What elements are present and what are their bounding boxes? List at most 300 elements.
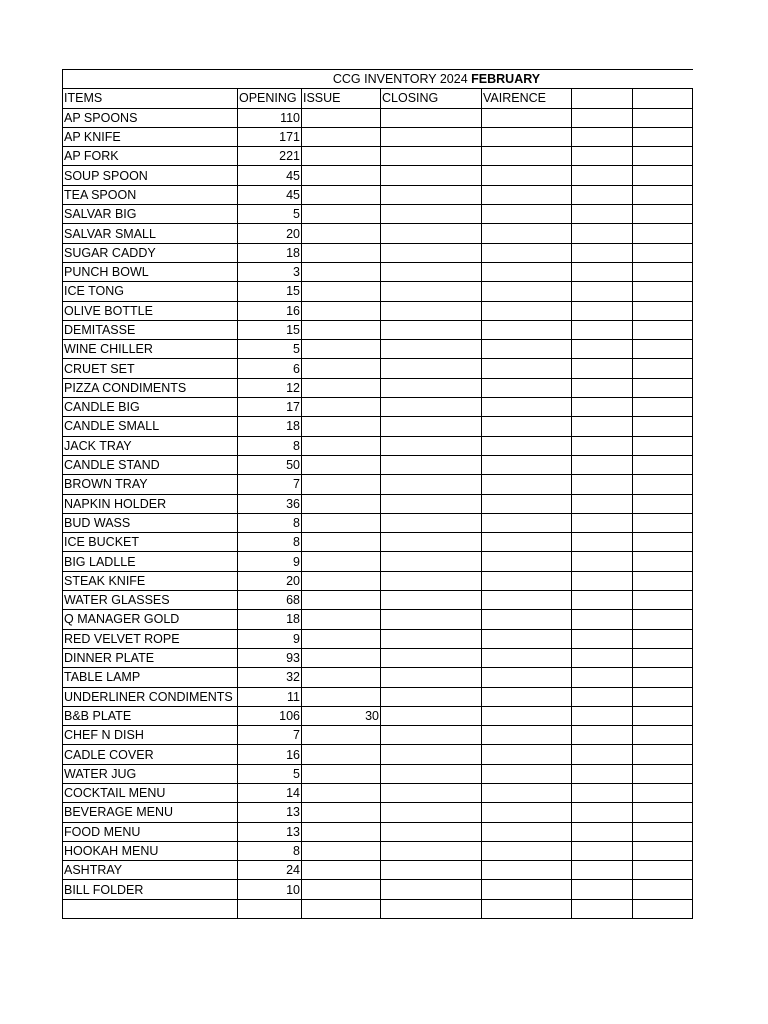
item-cell[interactable]: STEAK KNIFE	[63, 571, 238, 590]
blank-cell[interactable]	[572, 301, 633, 320]
varience-cell[interactable]	[482, 494, 572, 513]
blank-cell[interactable]	[572, 166, 633, 185]
blank-cell[interactable]	[572, 243, 633, 262]
blank-cell[interactable]	[633, 282, 693, 301]
issue-cell[interactable]	[302, 513, 381, 532]
item-cell[interactable]: Q MANAGER GOLD	[63, 610, 238, 629]
closing-cell[interactable]	[381, 591, 482, 610]
item-cell[interactable]: BROWN TRAY	[63, 475, 238, 494]
varience-cell[interactable]	[482, 340, 572, 359]
header-blank[interactable]	[572, 89, 633, 108]
varience-cell[interactable]	[482, 513, 572, 532]
issue-cell[interactable]	[302, 591, 381, 610]
opening-cell[interactable]: 45	[238, 166, 302, 185]
opening-cell[interactable]: 12	[238, 378, 302, 397]
opening-cell[interactable]: 68	[238, 591, 302, 610]
issue-cell[interactable]	[302, 533, 381, 552]
opening-cell[interactable]: 7	[238, 726, 302, 745]
item-cell[interactable]: BUD WASS	[63, 513, 238, 532]
blank-cell[interactable]	[633, 533, 693, 552]
varience-cell[interactable]	[482, 764, 572, 783]
blank-cell[interactable]	[572, 552, 633, 571]
issue-cell[interactable]	[302, 262, 381, 281]
closing-cell[interactable]	[381, 262, 482, 281]
varience-cell[interactable]	[482, 803, 572, 822]
blank-cell[interactable]	[633, 880, 693, 899]
blank-cell[interactable]	[633, 417, 693, 436]
blank-cell[interactable]	[633, 687, 693, 706]
opening-cell[interactable]: 8	[238, 841, 302, 860]
blank-cell[interactable]	[633, 745, 693, 764]
opening-cell[interactable]: 8	[238, 436, 302, 455]
opening-cell[interactable]: 93	[238, 648, 302, 667]
closing-cell[interactable]	[381, 436, 482, 455]
issue-cell[interactable]	[302, 745, 381, 764]
blank-cell[interactable]	[633, 301, 693, 320]
closing-cell[interactable]	[381, 494, 482, 513]
blank-cell[interactable]	[572, 783, 633, 802]
varience-cell[interactable]	[482, 726, 572, 745]
blank-cell[interactable]	[572, 687, 633, 706]
varience-cell[interactable]	[482, 436, 572, 455]
closing-cell[interactable]	[381, 513, 482, 532]
item-cell[interactable]: CRUET SET	[63, 359, 238, 378]
blank-cell[interactable]	[572, 147, 633, 166]
blank-cell[interactable]	[572, 455, 633, 474]
varience-cell[interactable]	[482, 301, 572, 320]
varience-cell[interactable]	[482, 262, 572, 281]
blank-cell[interactable]	[633, 610, 693, 629]
issue-cell[interactable]	[302, 108, 381, 127]
closing-cell[interactable]	[381, 475, 482, 494]
item-cell[interactable]: SALVAR BIG	[63, 205, 238, 224]
closing-cell[interactable]	[381, 243, 482, 262]
item-cell[interactable]: SALVAR SMALL	[63, 224, 238, 243]
opening-cell[interactable]: 15	[238, 320, 302, 339]
varience-cell[interactable]	[482, 108, 572, 127]
blank-cell[interactable]	[572, 591, 633, 610]
item-cell[interactable]: FOOD MENU	[63, 822, 238, 841]
closing-cell[interactable]	[381, 378, 482, 397]
issue-cell[interactable]	[302, 475, 381, 494]
blank-cell[interactable]	[633, 648, 693, 667]
varience-cell[interactable]	[482, 745, 572, 764]
opening-cell[interactable]: 18	[238, 610, 302, 629]
blank-cell[interactable]	[572, 610, 633, 629]
blank-cell[interactable]	[572, 282, 633, 301]
item-cell[interactable]: COCKTAIL MENU	[63, 783, 238, 802]
item-cell[interactable]: SOUP SPOON	[63, 166, 238, 185]
blank-cell[interactable]	[572, 436, 633, 455]
item-cell[interactable]: ICE TONG	[63, 282, 238, 301]
item-cell[interactable]: AP SPOONS	[63, 108, 238, 127]
blank-cell[interactable]	[572, 378, 633, 397]
varience-cell[interactable]	[482, 687, 572, 706]
closing-cell[interactable]	[381, 166, 482, 185]
issue-cell[interactable]	[302, 571, 381, 590]
closing-cell[interactable]	[381, 552, 482, 571]
closing-cell[interactable]	[381, 320, 482, 339]
blank-cell[interactable]	[572, 764, 633, 783]
issue-cell[interactable]	[302, 610, 381, 629]
blank-cell[interactable]	[633, 224, 693, 243]
closing-cell[interactable]	[381, 861, 482, 880]
blank-cell[interactable]	[572, 726, 633, 745]
closing-cell[interactable]	[381, 340, 482, 359]
closing-cell[interactable]	[381, 571, 482, 590]
blank-cell[interactable]	[572, 571, 633, 590]
varience-cell[interactable]	[482, 224, 572, 243]
closing-cell[interactable]	[381, 706, 482, 725]
varience-cell[interactable]	[482, 861, 572, 880]
issue-cell[interactable]	[302, 494, 381, 513]
blank-cell[interactable]	[572, 880, 633, 899]
varience-cell[interactable]	[482, 455, 572, 474]
opening-cell[interactable]: 9	[238, 629, 302, 648]
issue-cell[interactable]	[302, 378, 381, 397]
blank-cell[interactable]	[572, 205, 633, 224]
issue-cell[interactable]	[302, 166, 381, 185]
opening-cell[interactable]: 13	[238, 803, 302, 822]
closing-cell[interactable]	[381, 745, 482, 764]
blank-cell[interactable]	[572, 899, 633, 918]
issue-cell[interactable]	[302, 340, 381, 359]
item-cell[interactable]: B&B PLATE	[63, 706, 238, 725]
opening-cell[interactable]: 11	[238, 687, 302, 706]
opening-cell[interactable]: 20	[238, 224, 302, 243]
varience-cell[interactable]	[482, 147, 572, 166]
varience-cell[interactable]	[482, 127, 572, 146]
blank-cell[interactable]	[572, 822, 633, 841]
varience-cell[interactable]	[482, 899, 572, 918]
opening-cell[interactable]: 14	[238, 783, 302, 802]
opening-cell[interactable]: 13	[238, 822, 302, 841]
blank-cell[interactable]	[633, 108, 693, 127]
issue-cell[interactable]	[302, 648, 381, 667]
blank-cell[interactable]	[633, 262, 693, 281]
blank-cell[interactable]	[572, 668, 633, 687]
blank-cell[interactable]	[633, 726, 693, 745]
opening-cell[interactable]: 8	[238, 513, 302, 532]
opening-cell[interactable]: 45	[238, 185, 302, 204]
blank-cell[interactable]	[633, 822, 693, 841]
issue-cell[interactable]	[302, 822, 381, 841]
opening-cell[interactable]: 8	[238, 533, 302, 552]
item-cell[interactable]: PIZZA CONDIMENTS	[63, 378, 238, 397]
issue-cell[interactable]	[302, 282, 381, 301]
blank-cell[interactable]	[633, 398, 693, 417]
issue-cell[interactable]	[302, 224, 381, 243]
closing-cell[interactable]	[381, 205, 482, 224]
blank-cell[interactable]	[572, 320, 633, 339]
closing-cell[interactable]	[381, 455, 482, 474]
closing-cell[interactable]	[381, 359, 482, 378]
issue-cell[interactable]	[302, 880, 381, 899]
issue-cell[interactable]	[302, 552, 381, 571]
blank-cell[interactable]	[633, 668, 693, 687]
varience-cell[interactable]	[482, 320, 572, 339]
blank-cell[interactable]	[633, 185, 693, 204]
opening-cell[interactable]: 16	[238, 301, 302, 320]
item-cell[interactable]	[63, 899, 238, 918]
item-cell[interactable]: CADLE COVER	[63, 745, 238, 764]
blank-cell[interactable]	[633, 494, 693, 513]
varience-cell[interactable]	[482, 706, 572, 725]
issue-cell[interactable]	[302, 205, 381, 224]
closing-cell[interactable]	[381, 783, 482, 802]
blank-cell[interactable]	[633, 513, 693, 532]
blank-cell[interactable]	[633, 359, 693, 378]
varience-cell[interactable]	[482, 185, 572, 204]
blank-cell[interactable]	[633, 205, 693, 224]
item-cell[interactable]: BEVERAGE MENU	[63, 803, 238, 822]
closing-cell[interactable]	[381, 185, 482, 204]
blank-cell[interactable]	[572, 475, 633, 494]
item-cell[interactable]: NAPKIN HOLDER	[63, 494, 238, 513]
closing-cell[interactable]	[381, 301, 482, 320]
item-cell[interactable]: DEMITASSE	[63, 320, 238, 339]
varience-cell[interactable]	[482, 417, 572, 436]
item-cell[interactable]: CANDLE BIG	[63, 398, 238, 417]
closing-cell[interactable]	[381, 108, 482, 127]
blank-cell[interactable]	[633, 764, 693, 783]
opening-cell[interactable]: 32	[238, 668, 302, 687]
blank-cell[interactable]	[633, 166, 693, 185]
header-opening[interactable]: OPENING	[238, 89, 302, 108]
item-cell[interactable]: CHEF N DISH	[63, 726, 238, 745]
blank-cell[interactable]	[572, 262, 633, 281]
closing-cell[interactable]	[381, 610, 482, 629]
issue-cell[interactable]	[302, 668, 381, 687]
blank-cell[interactable]	[633, 591, 693, 610]
header-items[interactable]: ITEMS	[63, 89, 238, 108]
varience-cell[interactable]	[482, 783, 572, 802]
closing-cell[interactable]	[381, 127, 482, 146]
item-cell[interactable]: CANDLE STAND	[63, 455, 238, 474]
issue-cell[interactable]	[302, 726, 381, 745]
item-cell[interactable]: WATER GLASSES	[63, 591, 238, 610]
item-cell[interactable]: WATER JUG	[63, 764, 238, 783]
blank-cell[interactable]	[633, 378, 693, 397]
header-varience[interactable]: VAIRENCE	[482, 89, 572, 108]
varience-cell[interactable]	[482, 648, 572, 667]
varience-cell[interactable]	[482, 378, 572, 397]
closing-cell[interactable]	[381, 668, 482, 687]
opening-cell[interactable]: 24	[238, 861, 302, 880]
blank-cell[interactable]	[633, 436, 693, 455]
issue-cell[interactable]	[302, 687, 381, 706]
item-cell[interactable]: WINE CHILLER	[63, 340, 238, 359]
header-closing[interactable]: CLOSING	[381, 89, 482, 108]
opening-cell[interactable]: 5	[238, 205, 302, 224]
closing-cell[interactable]	[381, 629, 482, 648]
blank-cell[interactable]	[572, 648, 633, 667]
issue-cell[interactable]	[302, 301, 381, 320]
blank-cell[interactable]	[572, 745, 633, 764]
closing-cell[interactable]	[381, 147, 482, 166]
issue-cell[interactable]	[302, 127, 381, 146]
issue-cell[interactable]	[302, 359, 381, 378]
opening-cell[interactable]: 18	[238, 243, 302, 262]
item-cell[interactable]: ICE BUCKET	[63, 533, 238, 552]
item-cell[interactable]: HOOKAH MENU	[63, 841, 238, 860]
blank-cell[interactable]	[572, 841, 633, 860]
closing-cell[interactable]	[381, 822, 482, 841]
blank-cell[interactable]	[572, 803, 633, 822]
issue-cell[interactable]	[302, 841, 381, 860]
varience-cell[interactable]	[482, 282, 572, 301]
opening-cell[interactable]: 50	[238, 455, 302, 474]
closing-cell[interactable]	[381, 224, 482, 243]
item-cell[interactable]: TEA SPOON	[63, 185, 238, 204]
opening-cell[interactable]: 3	[238, 262, 302, 281]
issue-cell[interactable]	[302, 783, 381, 802]
issue-cell[interactable]	[302, 398, 381, 417]
opening-cell[interactable]: 221	[238, 147, 302, 166]
issue-cell[interactable]	[302, 764, 381, 783]
varience-cell[interactable]	[482, 205, 572, 224]
blank-cell[interactable]	[633, 552, 693, 571]
varience-cell[interactable]	[482, 552, 572, 571]
blank-cell[interactable]	[572, 417, 633, 436]
issue-cell[interactable]	[302, 899, 381, 918]
blank-cell[interactable]	[633, 571, 693, 590]
varience-cell[interactable]	[482, 591, 572, 610]
item-cell[interactable]: BIG LADLLE	[63, 552, 238, 571]
varience-cell[interactable]	[482, 880, 572, 899]
varience-cell[interactable]	[482, 610, 572, 629]
closing-cell[interactable]	[381, 803, 482, 822]
blank-cell[interactable]	[633, 899, 693, 918]
item-cell[interactable]: RED VELVET ROPE	[63, 629, 238, 648]
opening-cell[interactable]: 18	[238, 417, 302, 436]
blank-cell[interactable]	[633, 147, 693, 166]
item-cell[interactable]: AP KNIFE	[63, 127, 238, 146]
blank-cell[interactable]	[633, 243, 693, 262]
opening-cell[interactable]: 15	[238, 282, 302, 301]
blank-cell[interactable]	[633, 629, 693, 648]
varience-cell[interactable]	[482, 822, 572, 841]
issue-cell[interactable]	[302, 629, 381, 648]
blank-cell[interactable]	[572, 224, 633, 243]
blank-cell[interactable]	[572, 494, 633, 513]
opening-cell[interactable]: 6	[238, 359, 302, 378]
item-cell[interactable]: OLIVE BOTTLE	[63, 301, 238, 320]
blank-cell[interactable]	[633, 455, 693, 474]
issue-cell[interactable]	[302, 455, 381, 474]
opening-cell[interactable]: 20	[238, 571, 302, 590]
opening-cell[interactable]: 7	[238, 475, 302, 494]
closing-cell[interactable]	[381, 648, 482, 667]
item-cell[interactable]: UNDERLINER CONDIMENTS	[63, 687, 238, 706]
opening-cell[interactable]: 110	[238, 108, 302, 127]
issue-cell[interactable]	[302, 861, 381, 880]
varience-cell[interactable]	[482, 841, 572, 860]
issue-cell[interactable]	[302, 243, 381, 262]
opening-cell[interactable]: 16	[238, 745, 302, 764]
blank-cell[interactable]	[633, 861, 693, 880]
blank-cell[interactable]	[572, 398, 633, 417]
blank-cell[interactable]	[633, 841, 693, 860]
varience-cell[interactable]	[482, 243, 572, 262]
blank-cell[interactable]	[572, 513, 633, 532]
opening-cell[interactable]: 36	[238, 494, 302, 513]
blank-cell[interactable]	[572, 359, 633, 378]
opening-cell[interactable]: 9	[238, 552, 302, 571]
opening-cell[interactable]: 10	[238, 880, 302, 899]
varience-cell[interactable]	[482, 571, 572, 590]
closing-cell[interactable]	[381, 282, 482, 301]
opening-cell[interactable]: 5	[238, 340, 302, 359]
opening-cell[interactable]	[238, 899, 302, 918]
closing-cell[interactable]	[381, 899, 482, 918]
item-cell[interactable]: PUNCH BOWL	[63, 262, 238, 281]
item-cell[interactable]: ASHTRAY	[63, 861, 238, 880]
opening-cell[interactable]: 171	[238, 127, 302, 146]
closing-cell[interactable]	[381, 841, 482, 860]
blank-cell[interactable]	[572, 861, 633, 880]
issue-cell[interactable]	[302, 320, 381, 339]
varience-cell[interactable]	[482, 359, 572, 378]
closing-cell[interactable]	[381, 533, 482, 552]
blank-cell[interactable]	[572, 340, 633, 359]
blank-cell[interactable]	[572, 533, 633, 552]
blank-cell[interactable]	[572, 185, 633, 204]
blank-cell[interactable]	[633, 320, 693, 339]
blank-cell[interactable]	[572, 629, 633, 648]
item-cell[interactable]: TABLE LAMP	[63, 668, 238, 687]
varience-cell[interactable]	[482, 629, 572, 648]
opening-cell[interactable]: 5	[238, 764, 302, 783]
issue-cell[interactable]: 30	[302, 706, 381, 725]
issue-cell[interactable]	[302, 803, 381, 822]
varience-cell[interactable]	[482, 533, 572, 552]
issue-cell[interactable]	[302, 185, 381, 204]
closing-cell[interactable]	[381, 880, 482, 899]
item-cell[interactable]: CANDLE SMALL	[63, 417, 238, 436]
closing-cell[interactable]	[381, 726, 482, 745]
blank-cell[interactable]	[633, 340, 693, 359]
blank-cell[interactable]	[572, 108, 633, 127]
item-cell[interactable]: AP FORK	[63, 147, 238, 166]
issue-cell[interactable]	[302, 436, 381, 455]
closing-cell[interactable]	[381, 417, 482, 436]
closing-cell[interactable]	[381, 764, 482, 783]
blank-cell[interactable]	[633, 127, 693, 146]
item-cell[interactable]: SUGAR CADDY	[63, 243, 238, 262]
varience-cell[interactable]	[482, 166, 572, 185]
blank-cell[interactable]	[633, 475, 693, 494]
item-cell[interactable]: DINNER PLATE	[63, 648, 238, 667]
varience-cell[interactable]	[482, 668, 572, 687]
blank-cell[interactable]	[633, 803, 693, 822]
closing-cell[interactable]	[381, 398, 482, 417]
opening-cell[interactable]: 17	[238, 398, 302, 417]
varience-cell[interactable]	[482, 475, 572, 494]
blank-cell[interactable]	[572, 127, 633, 146]
closing-cell[interactable]	[381, 687, 482, 706]
varience-cell[interactable]	[482, 398, 572, 417]
opening-cell[interactable]: 106	[238, 706, 302, 725]
blank-cell[interactable]	[572, 706, 633, 725]
issue-cell[interactable]	[302, 417, 381, 436]
header-blank[interactable]	[633, 89, 693, 108]
header-issue[interactable]: ISSUE	[302, 89, 381, 108]
issue-cell[interactable]	[302, 147, 381, 166]
item-cell[interactable]: BILL FOLDER	[63, 880, 238, 899]
item-cell[interactable]: JACK TRAY	[63, 436, 238, 455]
blank-cell[interactable]	[633, 706, 693, 725]
